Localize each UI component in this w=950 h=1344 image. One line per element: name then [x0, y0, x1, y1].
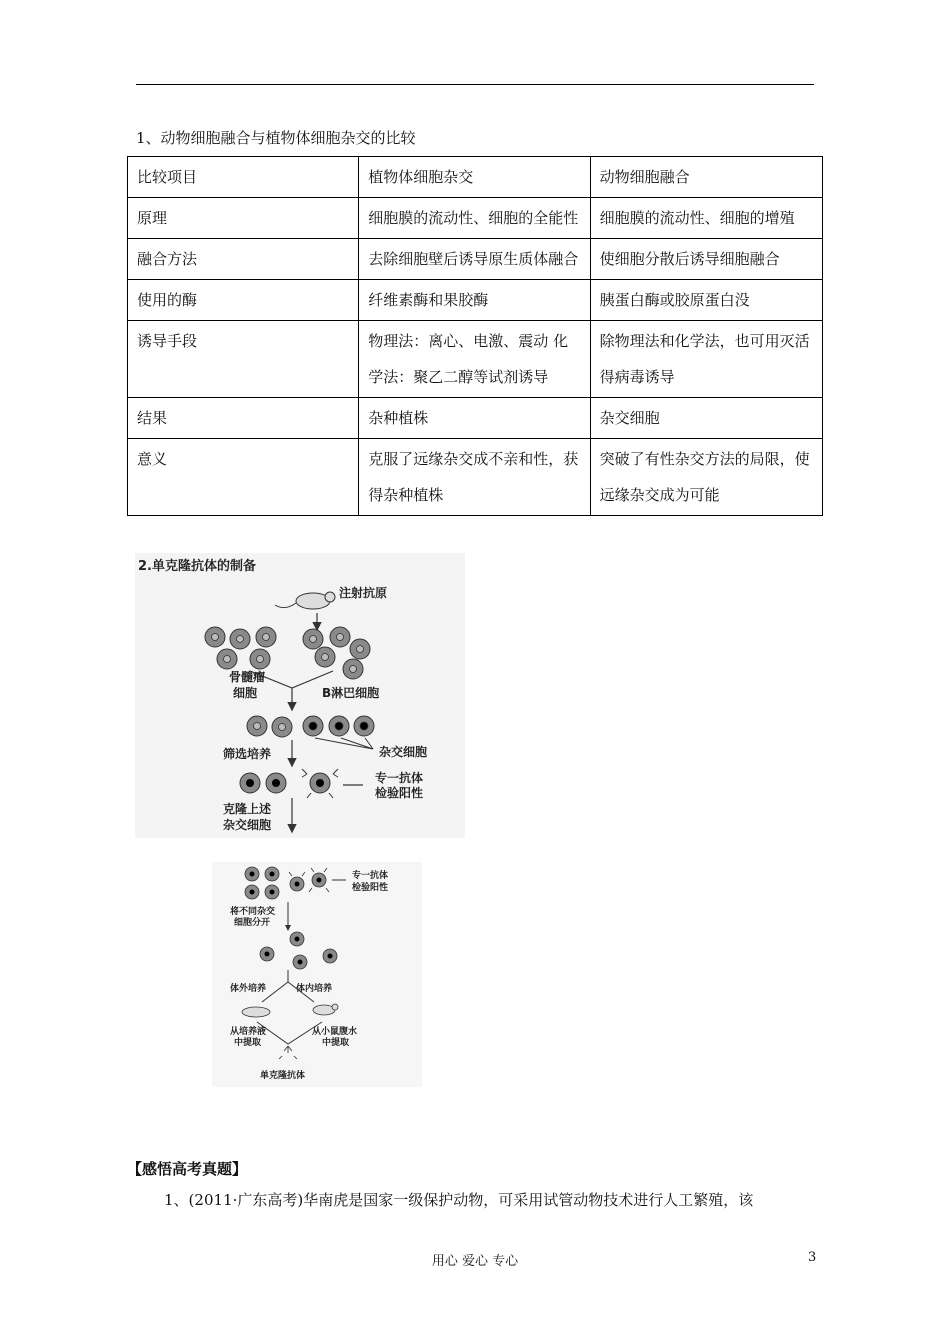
page-footer: 用心 爱心 专心 [431, 1254, 519, 1269]
b-cell-label: B淋巴细胞 [322, 686, 380, 700]
mab-diagram-upper [135, 553, 465, 838]
inject-antigen-label: 注射抗原 [339, 586, 388, 600]
culture-dish-icon [242, 1007, 270, 1017]
in-vivo-label: 体内培养 [296, 984, 333, 994]
table-cell: 细胞膜的流动性、细胞的全能性 [359, 198, 590, 239]
table-row [128, 398, 823, 439]
clone-label-2: 杂交细胞 [223, 818, 272, 832]
table-cell: 结果 [128, 398, 359, 439]
table-cell: 使用的酶 [128, 280, 359, 321]
exam-heading: 【感悟高考真题】 [127, 1160, 248, 1178]
table-cell: 物理法：离心、电激、震动 化学法：聚乙二醇等试剂诱导 [359, 321, 590, 398]
extract-ascites-label-2: 中提取 [322, 1038, 350, 1048]
header-rule [136, 84, 814, 85]
antibody-test-label: 专一抗体 [375, 771, 424, 785]
table-row [128, 321, 823, 398]
table-row [128, 439, 823, 516]
table-cell: 除物理法和化学法，也可用灭活得病毒诱导 [590, 321, 822, 398]
separate-label: 将不同杂交 [230, 907, 276, 917]
table-cell: 纤维素酶和果胶酶 [359, 280, 590, 321]
hybrid-cell-label: 杂交细胞 [379, 745, 428, 759]
extract-medium-label-2: 中提取 [234, 1038, 262, 1048]
mab-diagram-lower [212, 862, 422, 1087]
table-cell: 意义 [128, 439, 359, 516]
table-cell: 融合方法 [128, 239, 359, 280]
myeloma-label-2: 细胞 [233, 686, 258, 700]
table-cell: 克服了远缘杂交成不亲和性，获得杂种植株 [359, 439, 590, 516]
page-number: 3 [808, 1250, 817, 1265]
antibody-test-label-2: 检验阳性 [352, 883, 389, 893]
table-cell: 突破了有性杂交方法的局限，使远缘杂交成为可能 [590, 439, 822, 516]
table-header-cell: 动物细胞融合 [590, 157, 822, 198]
antibody-test-label-2: 检验阳性 [375, 786, 424, 800]
table-row [128, 198, 823, 239]
extract-medium-label: 从培养液 [230, 1027, 267, 1037]
table-header-row [128, 157, 823, 198]
exam-question-1: 1、(2011·广东高考)华南虎是国家一级保护动物，可采用试管动物技术进行人工繁殖，该 [164, 1191, 754, 1209]
table-row [128, 239, 823, 280]
table-header-cell: 比较项目 [128, 157, 359, 198]
diagram-title: 2.单克隆抗体的制备 [138, 559, 256, 574]
in-vitro-label: 体外培养 [230, 984, 267, 994]
table-cell: 原理 [128, 198, 359, 239]
table-cell: 胰蛋白酶或胶原蛋白没 [590, 280, 822, 321]
separate-label-2: 细胞分开 [234, 918, 271, 928]
myeloma-label: 骨髓瘤 [229, 670, 266, 684]
table-row [128, 280, 823, 321]
clone-label: 克隆上述 [223, 802, 272, 816]
table-header-cell: 植物体细胞杂交 [359, 157, 590, 198]
table-cell: 诱导手段 [128, 321, 359, 398]
antibody-test-label: 专一抗体 [352, 871, 389, 881]
screen-culture-label: 筛选培养 [223, 747, 272, 761]
comparison-table [127, 156, 823, 516]
mab-label: 单克隆抗体 [260, 1071, 306, 1081]
table-cell: 去除细胞壁后诱导原生质体融合 [359, 239, 590, 280]
extract-ascites-label: 从小鼠腹水 [312, 1027, 358, 1037]
table-cell: 杂交细胞 [590, 398, 822, 439]
table-cell: 杂种植株 [359, 398, 590, 439]
section-title: 1、动物细胞融合与植物体细胞杂交的比较 [136, 129, 416, 147]
table-cell: 使细胞分散后诱导细胞融合 [590, 239, 822, 280]
table-cell: 细胞膜的流动性、细胞的增殖 [590, 198, 822, 239]
